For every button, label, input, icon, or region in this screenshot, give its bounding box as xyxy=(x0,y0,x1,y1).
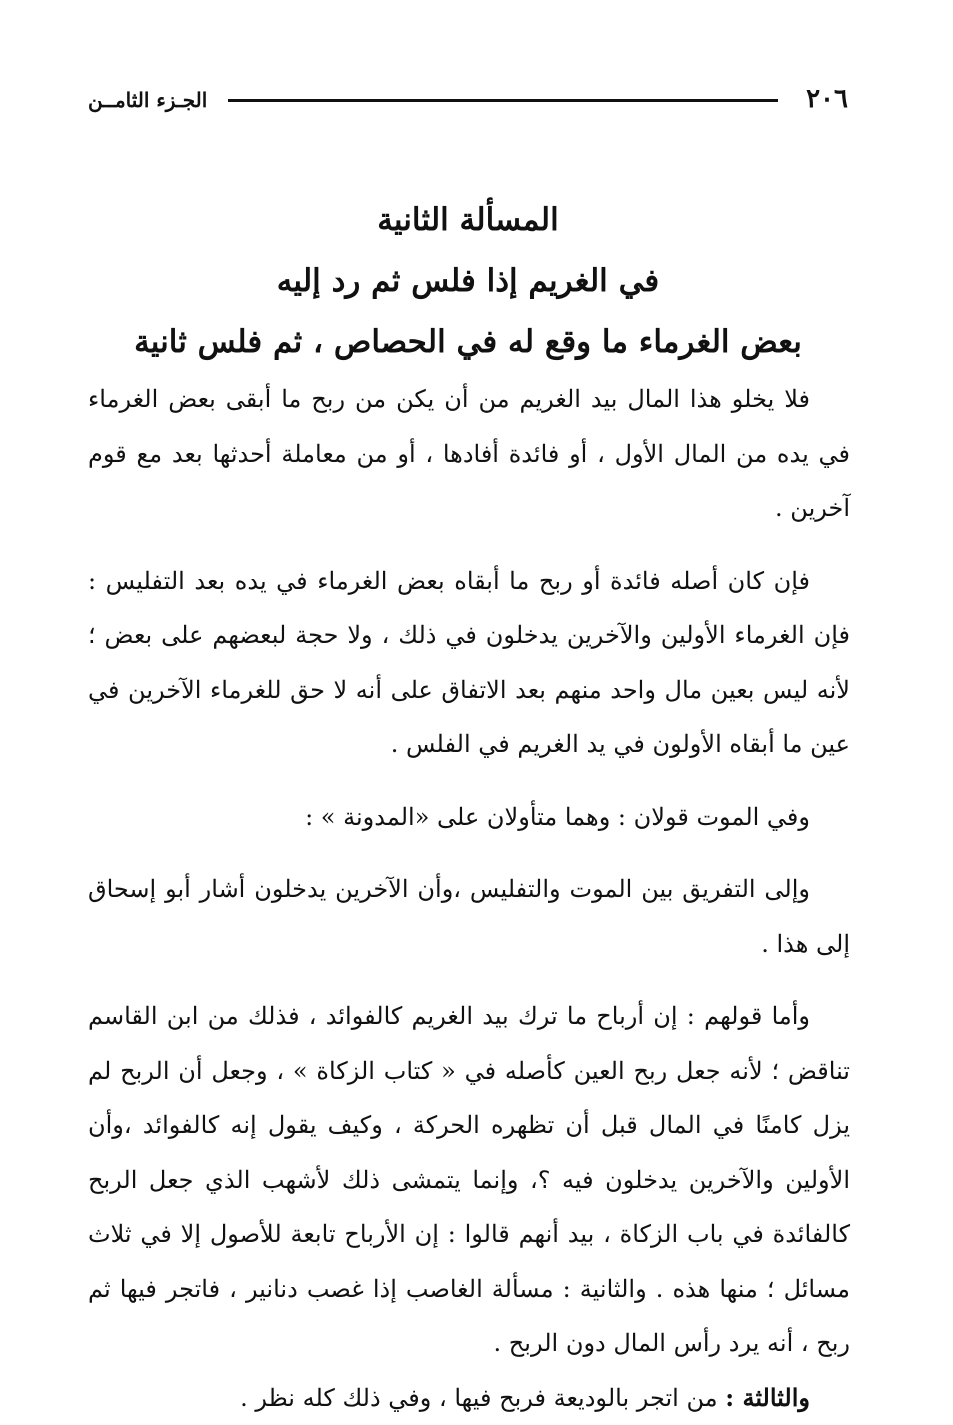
paragraph: فلا يخلو هذا المال بيد الغريم من أن يكن من ربح ما أبقى بعض الغرماء في يده من المال الأول ، أو فائدة أفادها ، أو من معاملة أحدثها بعد مع قوم آخرين . xyxy=(88,372,850,536)
paragraph xyxy=(88,1371,850,1425)
running-title: الجـزء الثامــن xyxy=(88,86,207,114)
paragraph-text: من اتجر بالوديعة فربح فيها ، وفي ذلك كله نظر . xyxy=(240,1384,718,1412)
heading-line-1: المسألة الثانية xyxy=(88,190,848,251)
paragraph: وإلى التفريق بين الموت والتفليس ،وأن الآخرين يدخلون أشار أبو إسحاق إلى هذا . xyxy=(88,862,850,971)
body-text xyxy=(88,372,850,1425)
paragraph: وفي الموت قولان : وهما متأولان على «المدونة » : xyxy=(88,790,850,845)
paragraph-lead: والثالثة : xyxy=(725,1383,810,1412)
page-header xyxy=(88,82,848,118)
paragraph: وأما قولهم : إن أرباح ما ترك بيد الغريم كالفوائد ، فذلك من ابن القاسم تناقض ؛ لأنه جعل ربح العين كأصله في « كتاب الزكاة » ، وجعل أن الربح لم يزل كامنًا في المال قبل أن تظهره الحركة ، وكيف يقول إنه كالفوائد ،وأن الأولين والآخرين يدخلون فيه ؟، وإنما يتمشى ذلك لأشهب الذي جعل الربح كالفائدة في باب الزكاة ، بيد أنهم قالوا : إن الأرباح تابعة للأصول إلا في ثلاث مسائل ؛ منها هذه . والثانية : مسألة الغاصب إذا غصب دنانير ، فاتجر فيها ثم ربح ، أنه يرد رأس المال دون الربح . xyxy=(88,989,850,1371)
heading-line-2: في الغريم إذا فلس ثم رد إليه xyxy=(88,251,848,312)
page-number: ٢٠٦ xyxy=(806,84,848,114)
section-heading xyxy=(88,190,848,373)
heading-line-3: بعض الغرماء ما وقع له في الحصاص ، ثم فلس ثانية xyxy=(88,312,848,373)
paragraph: فإن كان أصله فائدة أو ربح ما أبقاه بعض الغرماء في يده بعد التفليس : فإن الغرماء الأولين والآخرين يدخلون في ذلك ، ولا حجة لبعضهم على بعض ؛ لأنه ليس بعين مال واحد منهم بعد الاتفاق على أنه لا حق للغرماء الآخرين في عين ما أبقاه الأولون في يد الغريم في الفلس . xyxy=(88,554,850,772)
header-rule xyxy=(228,99,778,102)
